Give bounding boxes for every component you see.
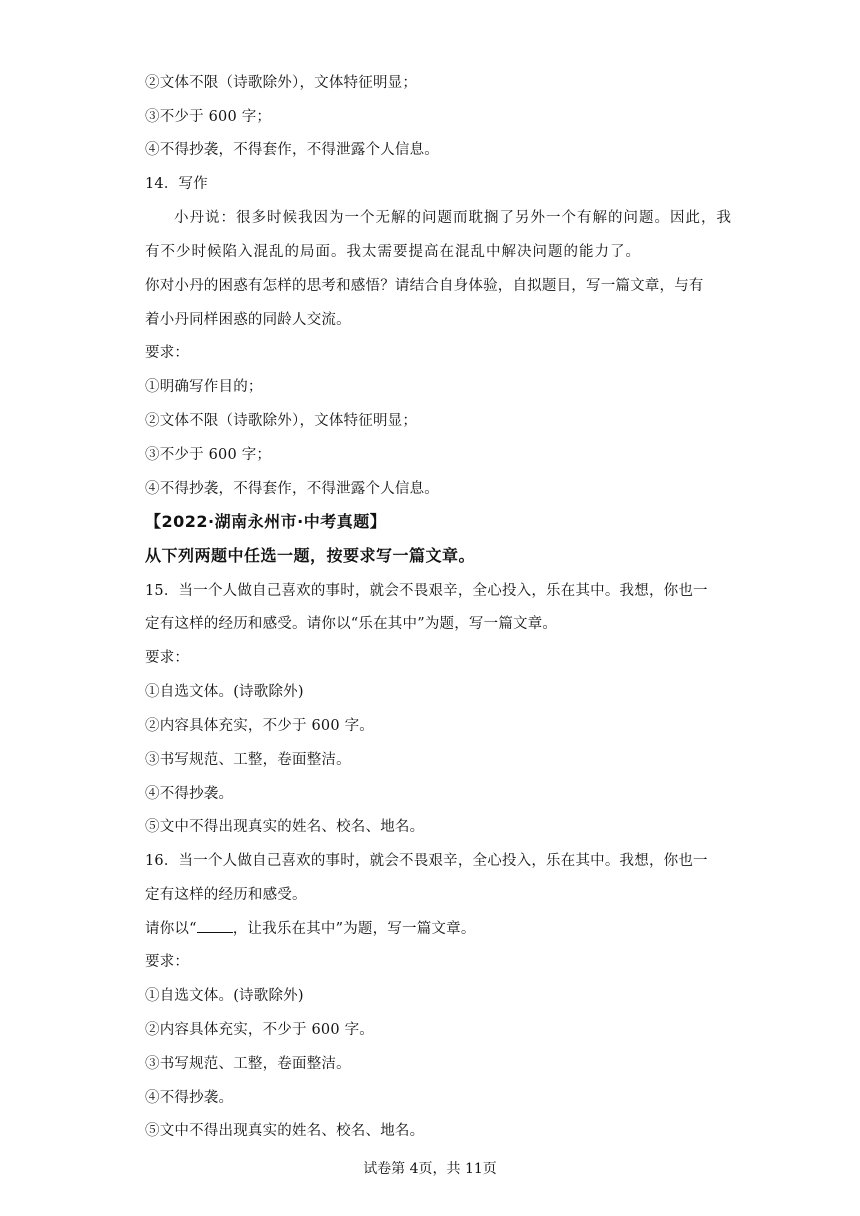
- question-14-title: 14．写作: [145, 176, 208, 192]
- requirement-line: ①自选文体。(诗歌除外): [145, 988, 304, 1004]
- requirement-line: ④不得抄袭，不得套作，不得泄露个人信息。: [145, 481, 439, 497]
- question-14-quote: 有不少时候陷入混乱的局面。我太需要提高在混乱中解决问题的能力了。: [145, 244, 641, 260]
- title-prompt-suffix: ，让我乐在其中”为题，写一篇文章。: [232, 921, 476, 937]
- requirement-line: ③不少于 600 字；: [145, 447, 272, 463]
- requirement-line: ①明确写作目的；: [145, 379, 263, 395]
- question-14-requirements-label: 要求：: [145, 345, 190, 361]
- question-15-prompt: 定有这样的经历和感受。请你以“乐在其中”为题，写一篇文章。: [145, 616, 558, 632]
- question-14-prompt: 着小丹同样困惑的同龄人交流。: [145, 312, 351, 328]
- requirement-line: ⑤文中不得出现真实的姓名、校名、地名。: [145, 1123, 425, 1139]
- fill-in-blank: [197, 918, 233, 933]
- requirement-line: ③书写规范、工整，卷面整洁。: [145, 1056, 351, 1072]
- question-14-quote: 小丹说：很多时候我因为一个无解的问题而耽搁了另外一个有解的问题。因此，我: [174, 210, 732, 226]
- requirement-line: ③不少于 600 字；: [145, 109, 272, 125]
- requirement-line: ④不得抄袭。: [145, 786, 234, 802]
- question-16-prompt: 定有这样的经历和感受。: [145, 887, 307, 903]
- question-16-title-prompt: [145, 918, 476, 939]
- title-prompt-prefix: 请你以“: [145, 921, 197, 937]
- question-15-prompt: 15．当一个人做自己喜欢的事时，就会不畏艰辛，全心投入，乐在其中。我想，你也一: [145, 583, 708, 599]
- requirement-line: ②内容具体充实，不少于 600 字。: [145, 718, 374, 734]
- page-footer: 试卷第 4页，共 11页: [363, 1161, 497, 1177]
- section-title: 【2022·湖南永州市·中考真题】: [145, 512, 387, 531]
- requirement-line: ②文体不限（诗歌除外），文体特征明显；: [145, 75, 418, 91]
- requirement-line: ④不得抄袭。: [145, 1090, 234, 1106]
- requirement-line: ②内容具体充实，不少于 600 字。: [145, 1022, 374, 1038]
- requirement-line: ②文体不限（诗歌除外），文体特征明显；: [145, 413, 418, 429]
- question-16-prompt: 16．当一个人做自己喜欢的事时，就会不畏艰辛，全心投入，乐在其中。我想，你也一: [145, 853, 708, 869]
- question-14-prompt: 你对小丹的困惑有怎样的思考和感悟？请结合自身体验，自拟题目，写一篇文章，与有: [145, 278, 704, 294]
- requirement-line: ①自选文体。(诗歌除外): [145, 684, 304, 700]
- requirement-line: ⑤文中不得出现真实的姓名、校名、地名。: [145, 819, 425, 835]
- section-instruction: 从下列两题中任选一题，按要求写一篇文章。: [145, 546, 476, 565]
- requirement-line: ④不得抄袭，不得套作，不得泄露个人信息。: [145, 142, 439, 158]
- requirement-line: ③书写规范、工整，卷面整洁。: [145, 752, 351, 768]
- question-15-requirements-label: 要求：: [145, 650, 190, 666]
- question-16-requirements-label: 要求：: [145, 954, 190, 970]
